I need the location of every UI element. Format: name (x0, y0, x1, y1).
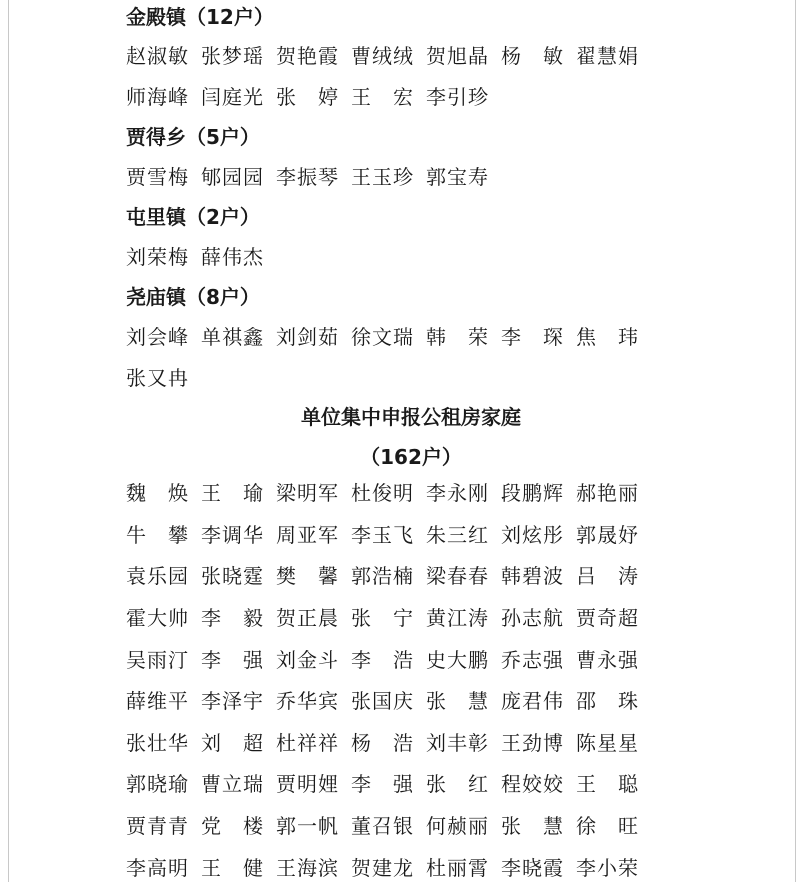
resident-name: 郭一帆 (276, 814, 339, 838)
resident-name: 张 慧 (501, 814, 564, 838)
town-heading: 贾得乡（5户） (126, 125, 260, 149)
resident-name: 李 毅 (201, 606, 264, 630)
resident-name: 牛 攀 (126, 523, 189, 547)
resident-name: 闫庭光 (201, 85, 264, 109)
resident-name: 曹永强 (576, 648, 639, 672)
resident-name: 庞君伟 (501, 689, 564, 713)
resident-name: 郝艳丽 (576, 481, 639, 505)
name-row (126, 562, 646, 590)
resident-name: 李永刚 (426, 481, 489, 505)
resident-name: 贺正晨 (276, 606, 339, 630)
resident-name: 张 红 (426, 772, 489, 796)
name-row (126, 770, 646, 798)
resident-name: 刘炫彤 (501, 523, 564, 547)
resident-name: 史大鹏 (426, 648, 489, 672)
resident-name: 陈星星 (576, 731, 639, 755)
resident-name: 王玉珍 (351, 165, 414, 189)
resident-name: 王海滨 (276, 856, 339, 880)
resident-name: 薛伟杰 (201, 245, 264, 269)
resident-name: 刘会峰 (126, 325, 189, 349)
resident-name: 刘金斗 (276, 648, 339, 672)
resident-name: 孙志航 (501, 606, 564, 630)
resident-name: 赵淑敏 (126, 44, 189, 68)
resident-name: 李调华 (201, 523, 264, 547)
resident-name: 段鹏辉 (501, 481, 564, 505)
resident-name: 黄江涛 (426, 606, 489, 630)
resident-name: 郭晟妤 (576, 523, 639, 547)
resident-name: 贾奇超 (576, 606, 639, 630)
document-page (8, 0, 796, 882)
resident-name: 李小荣 (576, 856, 639, 880)
resident-name: 李玉飞 (351, 523, 414, 547)
resident-name: 李 强 (351, 772, 414, 796)
resident-name: 郇园园 (201, 165, 264, 189)
resident-name: 袁乐园 (126, 564, 189, 588)
resident-name: 郭晓瑜 (126, 772, 189, 796)
resident-name: 杜俊明 (351, 481, 414, 505)
resident-name: 王 健 (201, 856, 264, 880)
town-heading: 金殿镇（12户） (126, 5, 274, 29)
resident-name: 乔志强 (501, 648, 564, 672)
resident-name: 徐 旺 (576, 814, 639, 838)
resident-name: 梁春春 (426, 564, 489, 588)
name-row (126, 323, 646, 351)
resident-name: 朱三红 (426, 523, 489, 547)
resident-name: 翟慧娟 (576, 44, 639, 68)
resident-name: 周亚军 (276, 523, 339, 547)
resident-name: 王劲博 (501, 731, 564, 755)
name-row (126, 479, 646, 507)
name-row (126, 646, 646, 674)
resident-name: 梁明军 (276, 481, 339, 505)
resident-name: 吴雨汀 (126, 648, 189, 672)
resident-name: 贾青青 (126, 814, 189, 838)
name-row (126, 42, 646, 70)
resident-name: 贺旭晶 (426, 44, 489, 68)
resident-name: 党 楼 (201, 814, 264, 838)
name-row (126, 83, 646, 111)
resident-name: 贾明娌 (276, 772, 339, 796)
resident-name: 贺建龙 (351, 856, 414, 880)
name-row (126, 687, 646, 715)
resident-name: 杨 浩 (351, 731, 414, 755)
resident-name: 魏 焕 (126, 481, 189, 505)
resident-name: 杜祥祥 (276, 731, 339, 755)
resident-name: 郭宝寿 (426, 165, 489, 189)
resident-name: 师海峰 (126, 85, 189, 109)
resident-name: 刘丰彰 (426, 731, 489, 755)
resident-name: 李晓霞 (501, 856, 564, 880)
resident-name: 薛维平 (126, 689, 189, 713)
resident-name: 李引珍 (426, 85, 489, 109)
resident-name: 曹绒绒 (351, 44, 414, 68)
resident-name: 张 宁 (351, 606, 414, 630)
section-title: 单位集中申报公租房家庭 (301, 405, 521, 429)
resident-name: 张 婷 (276, 85, 339, 109)
resident-name: 李 琛 (501, 325, 564, 349)
resident-name: 樊 馨 (276, 564, 339, 588)
resident-name: 李高明 (126, 856, 189, 880)
resident-name: 王 瑜 (201, 481, 264, 505)
resident-name: 贺艳霞 (276, 44, 339, 68)
town-heading: 屯里镇（2户） (126, 205, 260, 229)
town-heading: 尧庙镇（8户） (126, 285, 260, 309)
resident-name: 焦 玮 (576, 325, 639, 349)
resident-name: 杨 敏 (501, 44, 564, 68)
resident-name: 邵 珠 (576, 689, 639, 713)
name-row (126, 729, 646, 757)
resident-name: 刘荣梅 (126, 245, 189, 269)
resident-name: 刘 超 (201, 731, 264, 755)
resident-name: 董召银 (351, 814, 414, 838)
name-row (126, 854, 646, 882)
resident-name: 贾雪梅 (126, 165, 189, 189)
resident-name: 张 慧 (426, 689, 489, 713)
resident-name: 张晓霆 (201, 564, 264, 588)
resident-name: 张国庆 (351, 689, 414, 713)
resident-name: 郭浩楠 (351, 564, 414, 588)
resident-name: 李振琴 (276, 165, 339, 189)
resident-name: 吕 涛 (576, 564, 639, 588)
name-row (126, 812, 646, 840)
resident-name: 张壮华 (126, 731, 189, 755)
resident-name: 王 宏 (351, 85, 414, 109)
name-row (126, 243, 646, 271)
resident-name: 张又冉 (126, 366, 189, 390)
resident-name: 徐文瑞 (351, 325, 414, 349)
resident-name: 乔华宾 (276, 689, 339, 713)
name-row (126, 163, 646, 191)
resident-name: 杜丽霄 (426, 856, 489, 880)
resident-name: 程姣姣 (501, 772, 564, 796)
resident-name: 韩碧波 (501, 564, 564, 588)
resident-name: 曹立瑞 (201, 772, 264, 796)
resident-name: 霍大帅 (126, 606, 189, 630)
name-row (126, 521, 646, 549)
resident-name: 何赪丽 (426, 814, 489, 838)
resident-name: 刘剑茹 (276, 325, 339, 349)
name-row (126, 604, 646, 632)
resident-name: 李 强 (201, 648, 264, 672)
resident-name: 李泽宇 (201, 689, 264, 713)
resident-name: 王 聪 (576, 772, 639, 796)
resident-name: 张梦瑶 (201, 44, 264, 68)
resident-name: 单祺鑫 (201, 325, 264, 349)
resident-name: 李 浩 (351, 648, 414, 672)
household-count: （162户） (360, 445, 462, 469)
name-row (126, 364, 646, 392)
resident-name: 韩 荣 (426, 325, 489, 349)
